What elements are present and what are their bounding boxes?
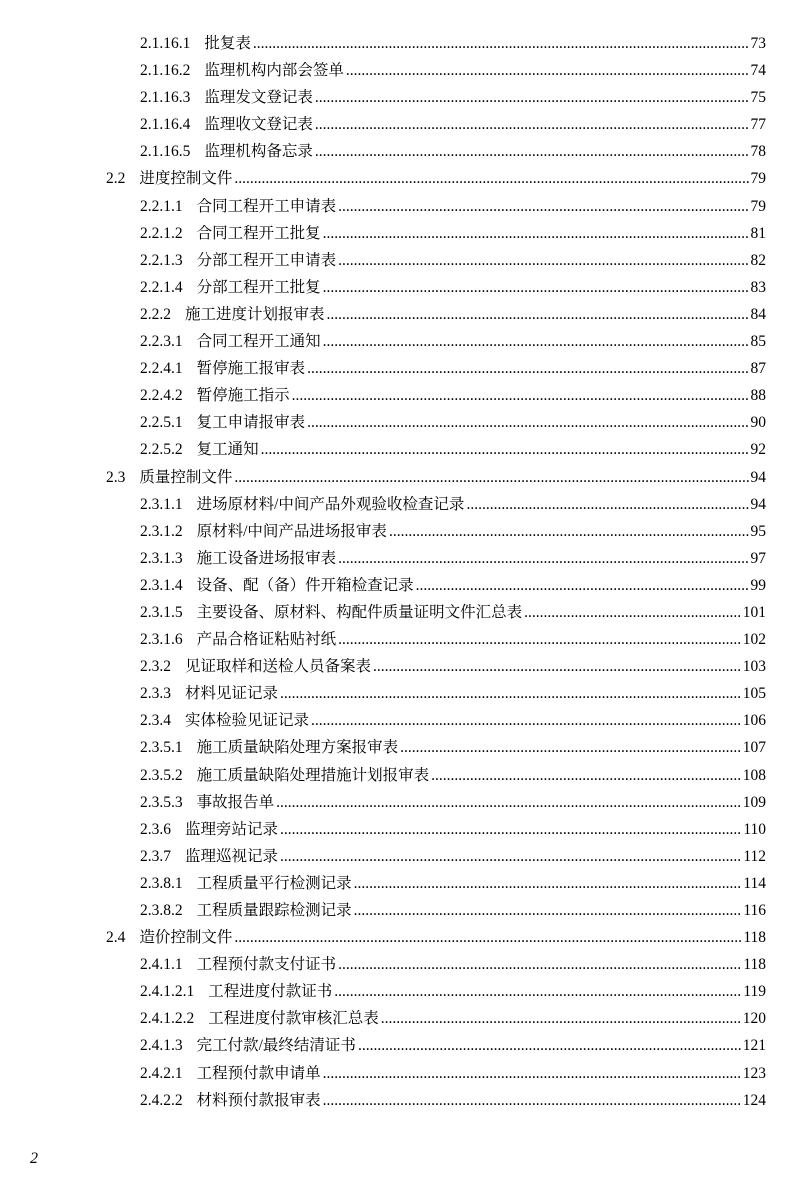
toc-entry-number: 2.3.1.5: [140, 603, 183, 621]
toc-entry-page: 121: [742, 1037, 766, 1055]
toc-dot-leader: [276, 789, 741, 816]
toc-dot-leader: [234, 464, 748, 491]
toc-entry-page: 124: [742, 1091, 766, 1109]
toc-entry-page: 114: [743, 874, 766, 892]
toc-entry-number: 2.4.2.2: [140, 1091, 183, 1109]
toc-entry[interactable]: [0, 951, 790, 978]
toc-entry[interactable]: [0, 545, 790, 572]
toc-entry-page: 102: [742, 631, 766, 649]
toc-entry-page: 109: [742, 793, 766, 811]
toc-entry[interactable]: [0, 843, 790, 870]
toc-dot-leader: [280, 843, 741, 870]
toc-entry-title: 施工进度计划报审表: [185, 305, 325, 323]
toc-entry[interactable]: [0, 897, 790, 924]
toc-entry[interactable]: [0, 518, 790, 545]
toc-dot-leader: [381, 1005, 741, 1032]
toc-entry-page: 73: [750, 35, 766, 52]
toc-dot-leader: [338, 545, 748, 572]
toc-entry[interactable]: [0, 57, 790, 84]
toc-entry-number: 2.1.16.4: [140, 116, 191, 134]
toc-dot-leader: [253, 30, 749, 57]
toc-entry-page: 118: [743, 929, 766, 947]
toc-entry[interactable]: [0, 355, 790, 382]
toc-entry-page: 112: [743, 847, 766, 865]
toc-entry-page: 105: [742, 685, 766, 703]
toc-entry-title: 监理发文登记表: [204, 89, 313, 107]
toc-entry-title: 监理收文登记表: [204, 116, 313, 134]
toc-dot-leader: [234, 924, 741, 951]
toc-dot-leader: [311, 707, 741, 734]
toc-entry-title: 复工申请报审表: [196, 414, 306, 432]
toc-entry-number: 2.3.5.3: [140, 793, 183, 811]
toc-entry-title: 见证取样和送检人员备案表: [185, 658, 372, 676]
toc-entry-title: 造价控制文件: [139, 929, 233, 947]
toc-entry-number: 2.4.1.3: [140, 1037, 183, 1055]
page-number: 2: [30, 1150, 38, 1167]
toc-entry-title: 工程预付款申请单: [196, 1064, 321, 1082]
toc-dot-leader: [323, 274, 749, 301]
toc-entry[interactable]: [0, 816, 790, 843]
toc-dot-leader: [346, 57, 749, 84]
toc-entry-number: 2.1.16.3: [140, 89, 191, 107]
toc-entry-title: 材料预付款报审表: [196, 1091, 321, 1109]
toc-dot-leader: [389, 518, 749, 545]
toc-entry[interactable]: [0, 274, 790, 301]
toc-entry-page: 82: [750, 251, 766, 269]
toc-entry-page: 84: [750, 305, 766, 323]
toc-entry-number: 2.3.2: [140, 658, 171, 676]
toc-entry-title: 实体检验见证记录: [185, 712, 310, 730]
toc-entry-page: 101: [742, 603, 766, 621]
toc-entry-number: 2.3.1.3: [140, 549, 183, 567]
toc-entry-page: 81: [750, 224, 766, 242]
toc-entry[interactable]: [0, 30, 790, 57]
toc-entry-page: 108: [742, 766, 766, 784]
toc-entry-number: 2.3.4: [140, 712, 171, 730]
toc-entry[interactable]: [0, 382, 790, 409]
toc-entry-number: 2.2.5.2: [140, 441, 183, 459]
toc-dot-leader: [416, 572, 749, 599]
toc-entry[interactable]: [0, 138, 790, 165]
toc-entry[interactable]: [0, 1060, 790, 1087]
toc-entry-page: 95: [750, 522, 766, 540]
toc-entry[interactable]: [0, 1087, 790, 1114]
toc-entry-number: 2.2.1.2: [140, 224, 183, 242]
toc-entry[interactable]: [0, 328, 790, 355]
toc-dot-leader: [524, 599, 741, 626]
toc-entry-number: 2.4: [106, 929, 126, 947]
toc-entry-page: 85: [750, 333, 766, 351]
toc-entry[interactable]: [0, 84, 790, 111]
toc-entry-page: 120: [742, 1010, 766, 1028]
toc-entry-title: 材料见证记录: [185, 685, 279, 703]
toc-entry-title: 工程质量平行检测记录: [196, 874, 352, 892]
toc-entry[interactable]: [0, 924, 790, 951]
toc-entry-number: 2.1.16.1: [140, 35, 191, 52]
toc-entry-title: 监理旁站记录: [185, 820, 279, 838]
toc-entry-title: 监理机构备忘录: [204, 143, 313, 161]
toc-dot-leader: [323, 328, 749, 355]
toc-entry-title: 产品合格证粘贴衬纸: [196, 631, 337, 649]
toc-dot-leader: [234, 165, 748, 192]
toc-entry-number: 2.3.5.1: [140, 739, 183, 757]
toc-entry-title: 合同工程开工通知: [196, 333, 321, 351]
toc-entry-title: 工程预付款支付证书: [196, 956, 337, 974]
toc-entry-title: 暂停施工报审表: [196, 360, 306, 378]
toc-entry-number: 2.3.1.4: [140, 576, 183, 594]
toc-entry-number: 2.4.1.2.1: [140, 983, 195, 1001]
toc-entry-number: 2.2.3.1: [140, 333, 183, 351]
toc-entry-number: 2.3.6: [140, 820, 171, 838]
toc-entry-page: 97: [750, 549, 766, 567]
toc-entry[interactable]: [0, 789, 790, 816]
toc-entry-page: 87: [750, 360, 766, 378]
toc-entry-title: 复工通知: [196, 441, 259, 459]
toc-entry[interactable]: [0, 111, 790, 138]
toc-entry[interactable]: [0, 572, 790, 599]
toc-entry-page: 90: [750, 414, 766, 432]
toc-dot-leader: [280, 680, 741, 707]
toc-entry-number: 2.3.8.2: [140, 902, 183, 919]
toc-entry-page: 74: [750, 62, 766, 80]
toc-dot-leader: [334, 978, 741, 1005]
toc-entry-page: 77: [750, 116, 766, 134]
toc-entry-number: 2.3.1.2: [140, 522, 183, 540]
toc-dot-leader: [373, 653, 741, 680]
toc-entry-page: 92: [750, 441, 766, 459]
toc-entry-number: 2.2.4.1: [140, 360, 183, 378]
toc-dot-leader: [280, 816, 741, 843]
toc-entry-page: 118: [743, 956, 766, 974]
toc-entry-number: 2.2.2: [140, 305, 171, 323]
toc-entry[interactable]: [0, 464, 790, 491]
toc-entry-number: 2.3.1.1: [140, 495, 183, 513]
toc-dot-leader: [354, 897, 742, 924]
toc-entry-number: 2.4.1.1: [140, 956, 183, 974]
toc-dot-leader: [315, 84, 749, 111]
toc-entry-number: 2.3.8.1: [140, 874, 183, 892]
toc-entry-page: 99: [750, 576, 766, 594]
toc-entry-title: 暂停施工指示: [196, 387, 290, 405]
toc-dot-leader: [400, 734, 741, 761]
toc-entry-number: 2.4.2.1: [140, 1064, 183, 1082]
toc-entry[interactable]: [0, 870, 790, 897]
toc-entry-number: 2.2.5.1: [140, 414, 183, 432]
toc-entry[interactable]: [0, 653, 790, 680]
toc-dot-leader: [431, 762, 741, 789]
toc-entry[interactable]: [0, 734, 790, 761]
toc-dot-leader: [307, 409, 748, 436]
toc-entry-title: 完工付款/最终结清证书: [196, 1037, 356, 1055]
toc-entry[interactable]: [0, 680, 790, 707]
toc-dot-leader: [307, 355, 748, 382]
toc-dot-leader: [323, 220, 749, 247]
toc-entry-title: 合同工程开工申请表: [196, 197, 337, 215]
toc-entry[interactable]: [0, 193, 790, 220]
toc-entry-page: 83: [750, 278, 766, 296]
toc-entry-page: 94: [750, 468, 766, 486]
toc-entry-page: 103: [742, 658, 766, 676]
toc-entry-title: 分部工程开工申请表: [196, 251, 337, 269]
toc-entry-title: 合同工程开工批复: [196, 224, 321, 242]
toc-entry-title: 施工质量缺陷处理方案报审表: [196, 739, 399, 757]
toc-dot-leader: [315, 138, 749, 165]
table-of-contents: [0, 30, 790, 1114]
toc-entry[interactable]: [0, 436, 790, 463]
toc-dot-leader: [327, 301, 749, 328]
toc-dot-leader: [323, 1060, 741, 1087]
toc-entry-number: 2.1.16.5: [140, 143, 191, 161]
toc-entry-page: 79: [750, 197, 766, 215]
toc-entry-page: 116: [743, 902, 766, 919]
toc-entry-title: 施工质量缺陷处理措施计划报审表: [196, 766, 430, 784]
toc-entry-number: 2.1.16.2: [140, 62, 191, 80]
toc-entry[interactable]: [0, 1005, 790, 1032]
toc-dot-leader: [338, 193, 748, 220]
toc-entry-number: 2.3.5.2: [140, 766, 183, 784]
toc-entry-title: 批复表: [204, 35, 251, 52]
toc-dot-leader: [338, 247, 748, 274]
toc-entry-page: 107: [742, 739, 766, 757]
toc-entry[interactable]: [0, 491, 790, 518]
toc-entry-page: 78: [750, 143, 766, 161]
toc-dot-leader: [354, 870, 742, 897]
toc-entry-title: 监理机构内部会签单: [204, 62, 344, 80]
toc-entry[interactable]: [0, 220, 790, 247]
toc-entry[interactable]: [0, 301, 790, 328]
toc-entry-number: 2.2.4.2: [140, 387, 183, 405]
toc-entry-page: 75: [750, 89, 766, 107]
toc-entry-title: 进度控制文件: [139, 170, 233, 188]
toc-entry-title: 工程进度付款证书: [208, 983, 333, 1001]
toc-entry[interactable]: [0, 762, 790, 789]
toc-entry-page: 106: [742, 712, 766, 730]
toc-entry-title: 主要设备、原材料、构配件质量证明文件汇总表: [196, 603, 523, 621]
toc-entry-number: 2.3.3: [140, 685, 171, 703]
toc-entry-number: 2.2.1.4: [140, 278, 183, 296]
toc-entry-title: 工程质量跟踪检测记录: [196, 902, 352, 919]
toc-entry-title: 施工设备进场报审表: [196, 549, 337, 567]
toc-entry[interactable]: [0, 599, 790, 626]
toc-entry-number: 2.2.1.1: [140, 197, 183, 215]
toc-entry-number: 2.3.1.6: [140, 631, 183, 649]
toc-entry-title: 质量控制文件: [139, 468, 233, 486]
toc-entry[interactable]: [0, 165, 790, 192]
toc-entry-title: 进场原材料/中间产品外观验收检查记录: [196, 495, 465, 513]
toc-entry-page: 88: [750, 387, 766, 405]
toc-entry[interactable]: [0, 247, 790, 274]
toc-dot-leader: [338, 951, 741, 978]
toc-entry-title: 事故报告单: [196, 793, 275, 811]
toc-entry-number: 2.2.1.3: [140, 251, 183, 269]
toc-dot-leader: [466, 491, 748, 518]
toc-entry[interactable]: [0, 1032, 790, 1059]
toc-entry[interactable]: [0, 978, 790, 1005]
toc-dot-leader: [292, 382, 749, 409]
toc-dot-leader: [315, 111, 749, 138]
toc-dot-leader: [261, 436, 749, 463]
toc-entry[interactable]: [0, 707, 790, 734]
toc-entry-page: 79: [750, 170, 766, 188]
toc-entry-page: 119: [743, 983, 766, 1001]
toc-entry-number: 2.3: [106, 468, 126, 486]
toc-entry-number: 2.2: [106, 170, 126, 188]
toc-entry-title: 工程进度付款审核汇总表: [208, 1010, 379, 1028]
toc-dot-leader: [358, 1032, 741, 1059]
toc-entry-title: 原材料/中间产品进场报审表: [196, 522, 387, 540]
toc-entry-page: 94: [750, 495, 766, 513]
toc-dot-leader: [338, 626, 741, 653]
toc-entry-page: 110: [743, 820, 766, 838]
toc-entry-title: 设备、配（备）件开箱检查记录: [196, 576, 414, 594]
toc-entry-title: 分部工程开工批复: [196, 278, 321, 296]
toc-entry-page: 123: [742, 1064, 766, 1082]
toc-entry-number: 2.4.1.2.2: [140, 1010, 195, 1028]
toc-dot-leader: [323, 1087, 741, 1114]
toc-entry[interactable]: [0, 409, 790, 436]
toc-entry-title: 监理巡视记录: [185, 847, 279, 865]
toc-entry-number: 2.3.7: [140, 847, 171, 865]
toc-entry[interactable]: [0, 626, 790, 653]
